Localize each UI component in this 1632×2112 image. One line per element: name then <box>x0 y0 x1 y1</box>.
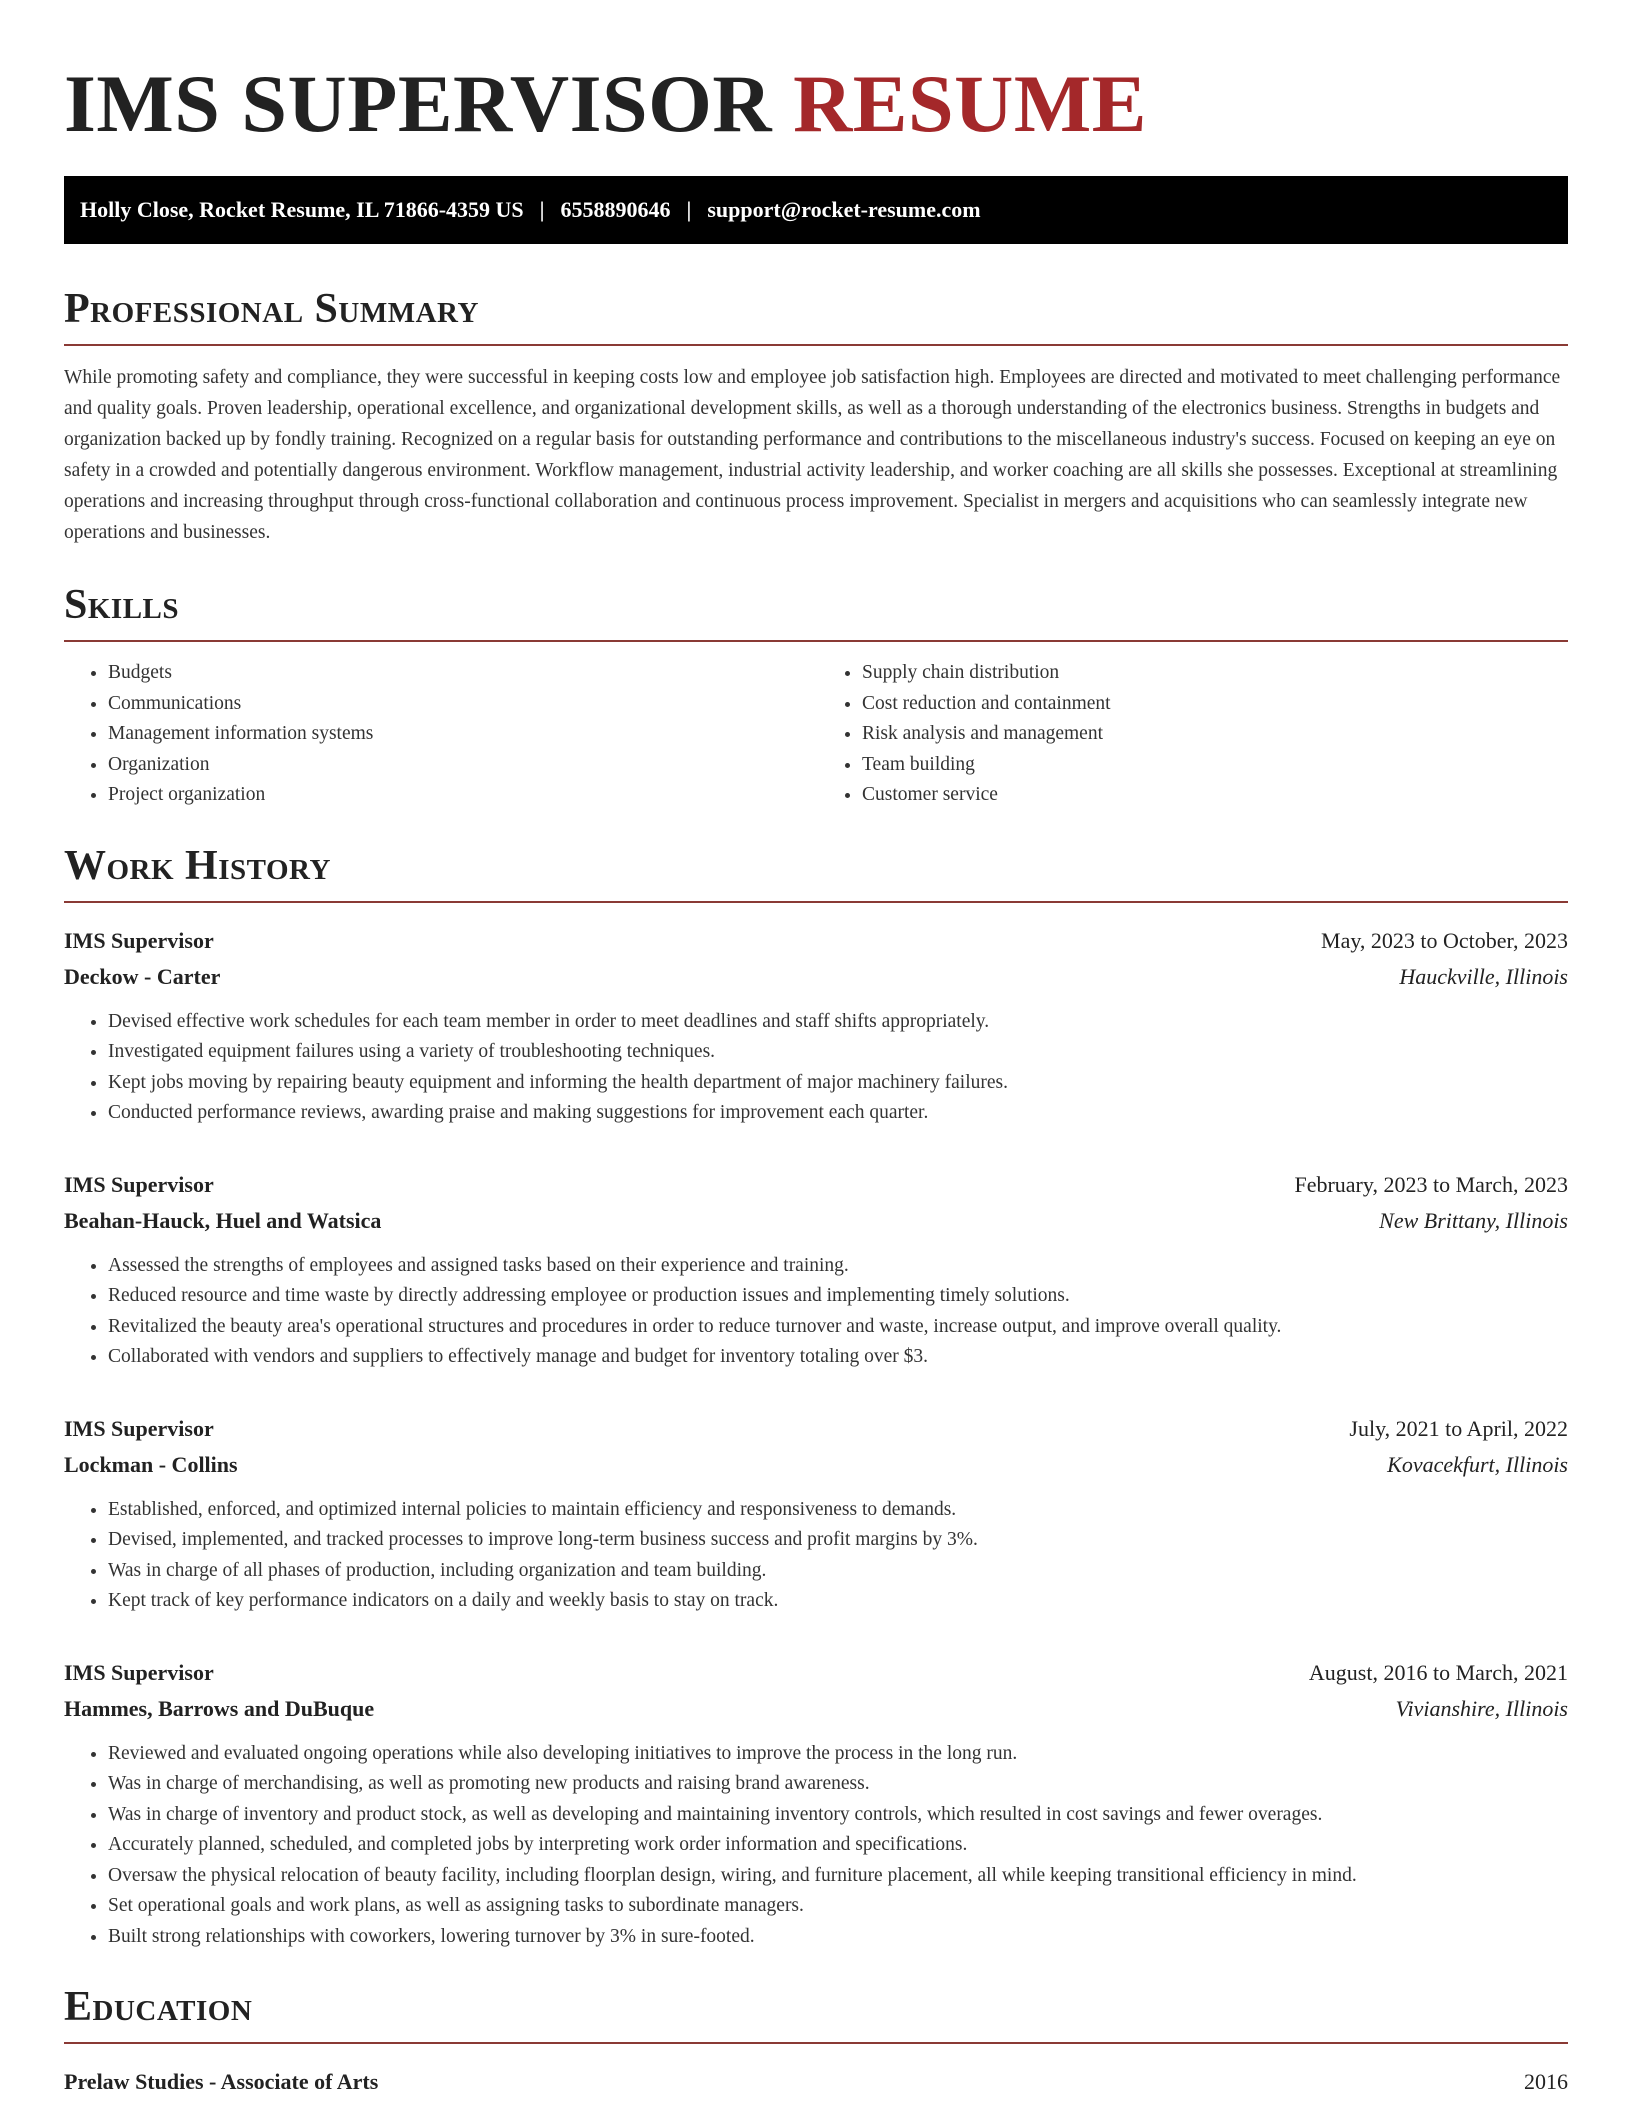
job-company: Beahan-Hauck, Huel and Watsica <box>64 1207 382 1233</box>
summary-heading: Professional Summary <box>64 284 1568 346</box>
job-location: Vivianshire, Illinois <box>1395 1695 1568 1721</box>
job-company-row <box>64 1447 1568 1483</box>
job-title: IMS Supervisor <box>64 1659 214 1685</box>
skill-item: • Management information systems <box>108 719 816 750</box>
job-bullet: • Kept track of key performance indicators on a daily and weekly basis to stay on track. <box>108 1586 1568 1617</box>
contact-separator: | <box>686 197 692 222</box>
job-bullets <box>64 1251 1568 1373</box>
job-company-row <box>64 1203 1568 1239</box>
job-bullet: • Was in charge of inventory and product stock, as well as developing and maintaining inventory controls, which resulted in cost savings and fewer overages. <box>108 1800 1568 1831</box>
job-entry <box>64 1167 1568 1373</box>
education-heading: Education <box>64 1982 1568 2044</box>
skill-item: • Cost reduction and containment <box>862 689 1568 720</box>
job-title: IMS Supervisor <box>64 927 214 953</box>
skill-item: • Budgets <box>108 658 816 689</box>
contact-phone: 6558890646 <box>560 197 671 222</box>
job-bullets <box>64 1007 1568 1129</box>
job-location: New Brittany, Illinois <box>1379 1207 1568 1233</box>
job-bullet: • Was in charge of merchandising, as well as promoting new products and raising brand awareness. <box>108 1769 1568 1800</box>
summary-text: While promoting safety and compliance, they were successful in keeping costs low and employee job satisfaction high. Employees are directed and motivated to meet challenging performance and quality goals. Proven leadership, operational excellence, and organizational development skills, as well as a thorough understanding of the electronics business. Strengths in budgets and organization backed up by fondly training. Recognized on a regular basis for outstanding performance and contributions to the miscellaneous industry's success. Focused on keeping an eye on safety in a crowded and potentially dangerous environment. Workflow management, industrial activity leadership, and worker coaching are all skills she possesses. Exceptional at streamlining operations and increasing throughput through cross-functional collaboration and continuous process improvement. Specialist in mergers and acquisitions who can seamlessly integrate new operations and businesses. <box>64 367 1561 543</box>
job-company-row <box>64 959 1568 995</box>
skill-item: • Team building <box>862 750 1568 781</box>
skills-section <box>64 580 1568 811</box>
education-entry <box>64 2064 1568 2100</box>
job-bullet: • Devised, implemented, and tracked processes to improve long-term business success and profit margins by 3%. <box>108 1525 1568 1556</box>
page-title <box>64 56 1568 152</box>
job-bullet: • Revitalized the beauty area's operational structures and procedures in order to reduce turnover and waste, increase output, and improve overall quality. <box>108 1312 1568 1343</box>
job-bullet: • Devised effective work schedules for each team member in order to meet deadlines and staff shifts appropriately. <box>108 1007 1568 1038</box>
job-header-row <box>64 1167 1568 1203</box>
job-bullet: • Built strong relationships with coworkers, lowering turnover by 3% in sure-footed. <box>108 1922 1568 1953</box>
job-bullet: • Was in charge of all phases of production, including organization and team building. <box>108 1556 1568 1587</box>
job-company-row <box>64 1691 1568 1727</box>
job-bullet: • Investigated equipment failures using a variety of troubleshooting techniques. <box>108 1037 1568 1068</box>
skill-item: • Organization <box>108 750 816 781</box>
title-main: IMS SUPERVISOR <box>64 58 773 149</box>
skills-list-left <box>64 658 816 811</box>
education-section <box>64 1982 1568 2100</box>
work-history-section <box>64 841 1568 1953</box>
contact-email: support@rocket-resume.com <box>707 197 981 222</box>
job-header-row <box>64 923 1568 959</box>
job-entry <box>64 1411 1568 1617</box>
resume-page <box>64 56 1568 2100</box>
job-dates: July, 2021 to April, 2022 <box>1349 1415 1568 1441</box>
job-header-row <box>64 1411 1568 1447</box>
job-bullet: • Set operational goals and work plans, as well as assigning tasks to subordinate managers. <box>108 1891 1568 1922</box>
job-bullet: • Kept jobs moving by repairing beauty equipment and informing the health department of major machinery failures. <box>108 1068 1568 1099</box>
skill-item: • Risk analysis and management <box>862 719 1568 750</box>
summary-section <box>64 284 1568 548</box>
job-header-row <box>64 1655 1568 1691</box>
job-bullets <box>64 1495 1568 1617</box>
job-dates: May, 2023 to October, 2023 <box>1321 927 1568 953</box>
job-location: Kovacekfurt, Illinois <box>1387 1451 1568 1477</box>
job-location: Hauckville, Illinois <box>1399 963 1568 989</box>
job-company: Hammes, Barrows and DuBuque <box>64 1695 375 1721</box>
job-title: IMS Supervisor <box>64 1171 214 1197</box>
skill-item: • Supply chain distribution <box>862 658 1568 689</box>
skills-list-right <box>816 658 1568 811</box>
skill-item: • Communications <box>108 689 816 720</box>
education-year: 2016 <box>1524 2069 1568 2094</box>
contact-bar <box>64 176 1568 244</box>
job-bullet: • Oversaw the physical relocation of beauty facility, including floorplan design, wiring, and furniture placement, all while keeping transitional efficiency in mind. <box>108 1861 1568 1892</box>
job-entry <box>64 923 1568 1129</box>
job-bullet: • Reduced resource and time waste by directly addressing employee or production issues and implementing timely solutions. <box>108 1281 1568 1312</box>
skills-columns <box>64 658 1568 811</box>
job-bullet: • Reviewed and evaluated ongoing operations while also developing initiatives to improve the process in the long run. <box>108 1739 1568 1770</box>
job-dates: August, 2016 to March, 2021 <box>1308 1659 1568 1685</box>
skill-item: • Customer service <box>862 780 1568 811</box>
job-entry <box>64 1655 1568 1953</box>
job-bullet: • Collaborated with vendors and suppliers to effectively manage and budget for inventory totaling over $3. <box>108 1342 1568 1373</box>
contact-separator: | <box>539 197 545 222</box>
job-bullet: • Established, enforced, and optimized internal policies to maintain efficiency and responsiveness to demands. <box>108 1495 1568 1526</box>
job-bullet: • Accurately planned, scheduled, and completed jobs by interpreting work order information and specifications. <box>108 1830 1568 1861</box>
job-bullets <box>64 1739 1568 1953</box>
job-company: Lockman - Collins <box>64 1451 238 1477</box>
job-title: IMS Supervisor <box>64 1415 214 1441</box>
job-bullet: • Conducted performance reviews, awarding praise and making suggestions for improvement each quarter. <box>108 1098 1568 1129</box>
work-history-heading: Work History <box>64 841 1568 903</box>
contact-address: Holly Close, Rocket Resume, IL 71866-4359 US <box>80 197 524 222</box>
job-bullet: • Assessed the strengths of employees and assigned tasks based on their experience and training. <box>108 1251 1568 1282</box>
education-degree: Prelaw Studies - Associate of Arts <box>64 2069 379 2094</box>
skill-item: • Project organization <box>108 780 816 811</box>
job-company: Deckow - Carter <box>64 963 221 989</box>
skills-heading: Skills <box>64 580 1568 642</box>
job-dates: February, 2023 to March, 2023 <box>1294 1171 1568 1197</box>
title-accent: RESUME <box>793 58 1147 149</box>
